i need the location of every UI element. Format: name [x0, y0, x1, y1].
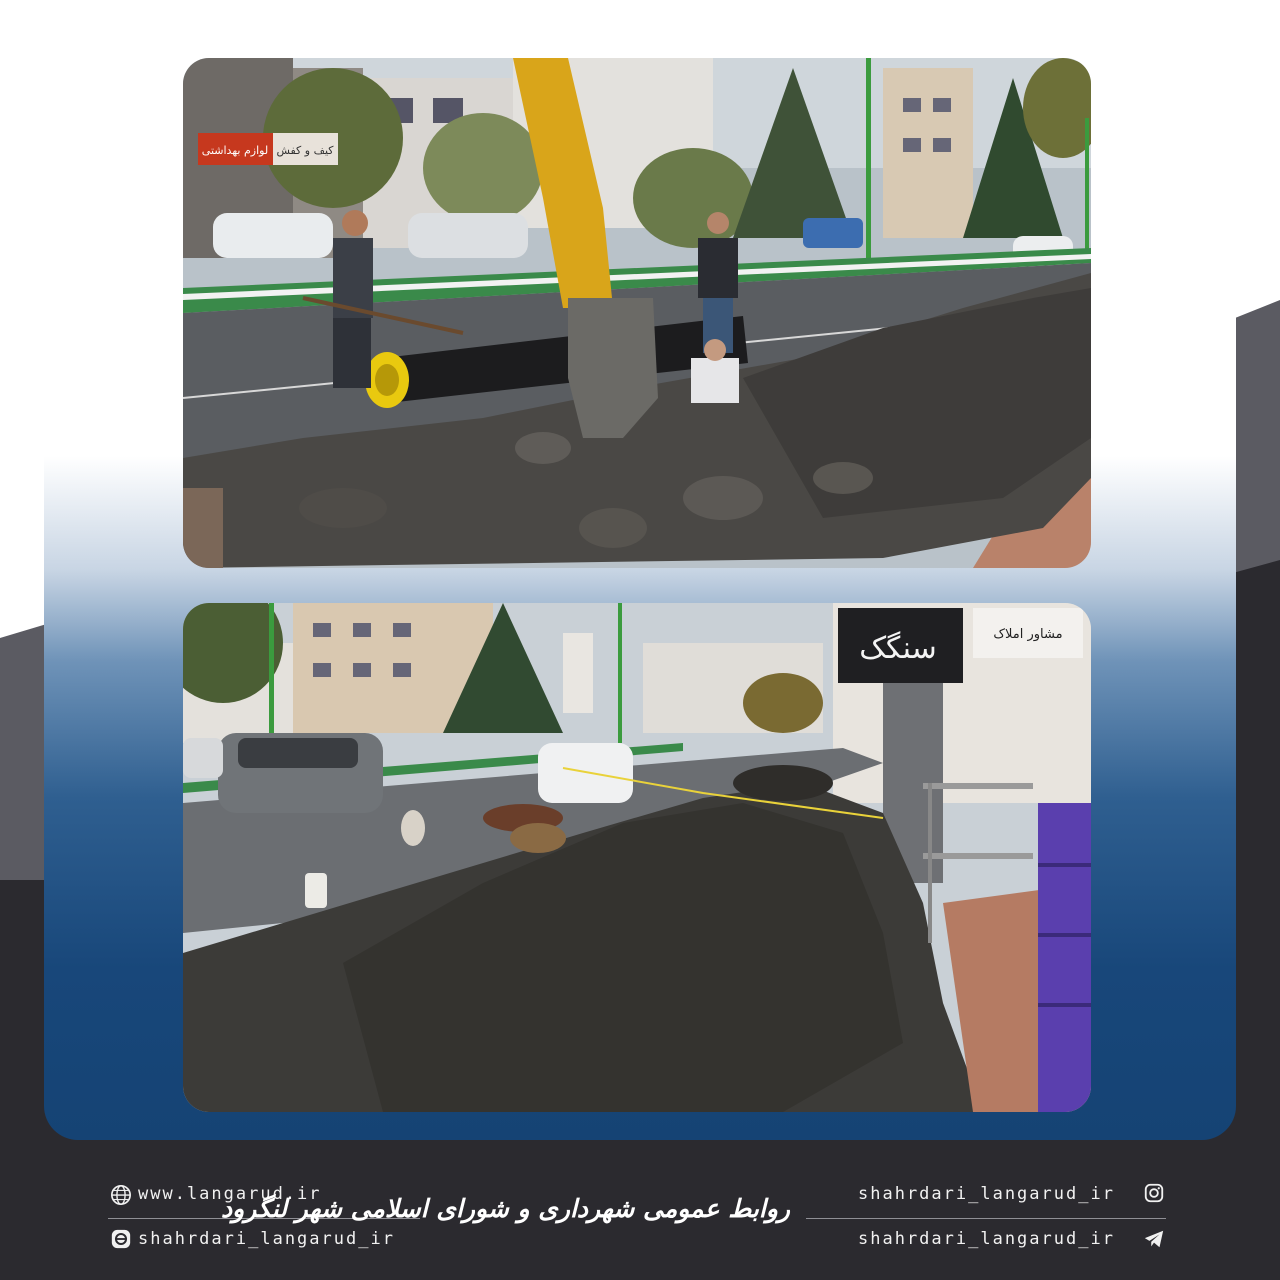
globe-icon	[110, 1184, 132, 1206]
instagram-handle[interactable]: shahrdari_langarud_ir	[858, 1184, 1115, 1204]
svg-text:لوازم بهداشتی: لوازم بهداشتی	[201, 144, 269, 157]
website-link[interactable]: www.langarud.ir	[138, 1184, 322, 1204]
organization-title: روابط عمومی شهرداری و شورای اسلامی شهر لنگرود	[221, 1194, 790, 1223]
eitaa-icon	[110, 1228, 132, 1250]
instagram-icon	[1143, 1182, 1165, 1204]
photo-excavated-street	[183, 603, 1091, 1112]
svg-text:مشاور املاک: مشاور املاک	[993, 627, 1063, 642]
eitaa-handle[interactable]: shahrdari_langarud_ir	[138, 1229, 395, 1249]
photo-excavation-pipe	[183, 58, 1091, 568]
svg-text:کیف و کفش: کیف و کفش	[276, 144, 334, 157]
svg-text:سنگک: سنگک	[859, 631, 937, 666]
telegram-icon	[1143, 1228, 1165, 1250]
telegram-handle[interactable]: shahrdari_langarud_ir	[858, 1229, 1115, 1249]
footer-divider-right	[806, 1218, 1166, 1219]
